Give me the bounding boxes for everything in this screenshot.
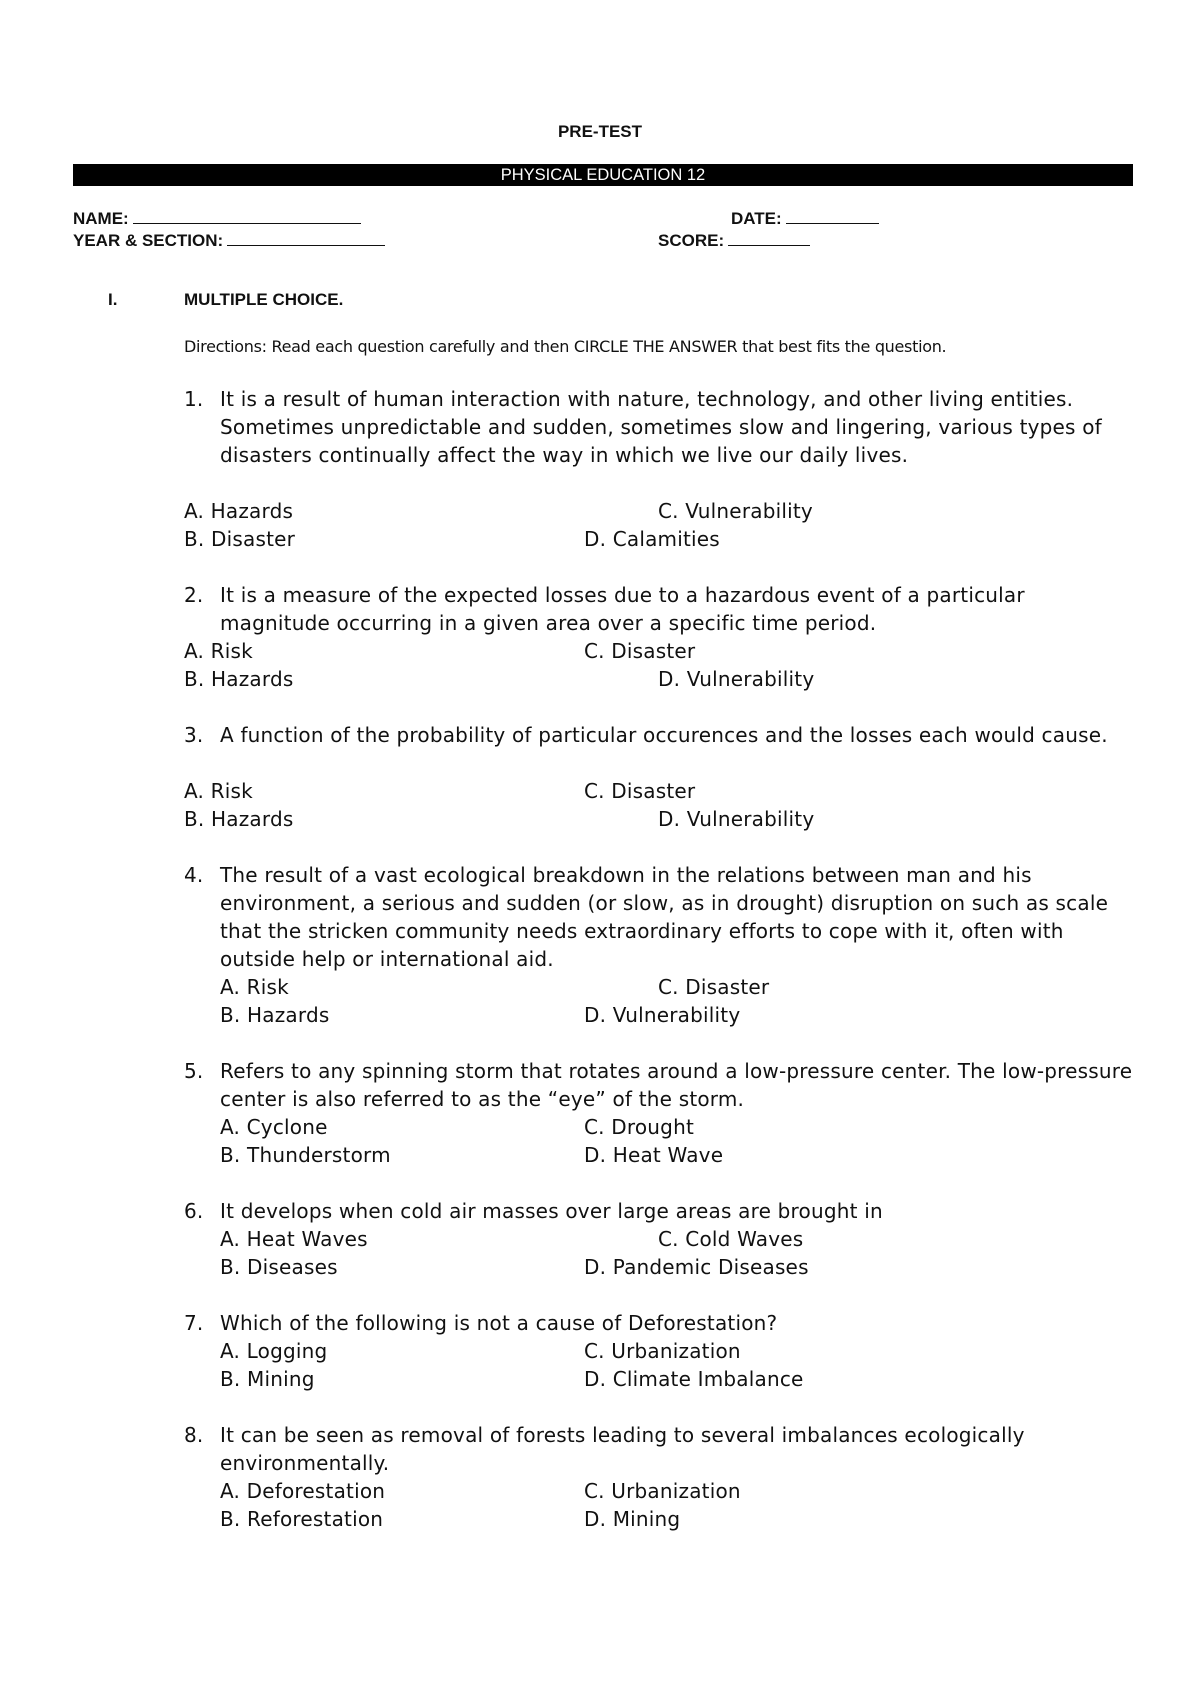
option-d[interactable]: D. Vulnerability <box>658 667 815 691</box>
section-title: MULTIPLE CHOICE. <box>184 290 344 309</box>
option-b[interactable]: B. Thunderstorm <box>220 1143 391 1167</box>
option-a[interactable]: A. Logging <box>220 1339 328 1363</box>
question-number: 3. <box>184 723 204 747</box>
name-field[interactable] <box>73 208 361 229</box>
option-b[interactable]: B. Reforestation <box>220 1507 384 1531</box>
question-text: It develops when cold air masses over large areas are brought in <box>220 1199 883 1223</box>
option-d[interactable]: D. Vulnerability <box>584 1003 741 1027</box>
option-c[interactable]: C. Vulnerability <box>658 499 813 523</box>
name-label: NAME: <box>73 209 129 228</box>
name-blank[interactable] <box>133 208 361 224</box>
option-b[interactable]: B. Disaster <box>184 527 296 551</box>
question-number: 2. <box>184 583 204 607</box>
section-numeral: I. <box>108 290 118 309</box>
option-d[interactable]: D. Mining <box>584 1507 681 1531</box>
question-text: Which of the following is not a cause of Deforestation? <box>220 1311 778 1335</box>
score-blank[interactable] <box>728 230 810 246</box>
question-text: A function of the probability of particular occurences and the losses each would cause. <box>220 723 1108 747</box>
option-a[interactable]: A. Risk <box>184 639 253 663</box>
year-section-blank[interactable] <box>227 230 385 246</box>
question-text: It can be seen as removal of forests leading to several imbalances ecologically environmentally. <box>220 1423 1025 1475</box>
year-section-field[interactable] <box>73 230 385 251</box>
question-text: It is a result of human interaction with nature, technology, and other living entities. Sometimes unpredictable and sudden, sometimes slow and lingering, various types of disasters continually affect the way in which we live our daily lives. <box>220 387 1102 467</box>
option-b[interactable]: B. Mining <box>220 1367 315 1391</box>
option-d[interactable]: D. Climate Imbalance <box>584 1367 804 1391</box>
question-number: 1. <box>184 387 204 411</box>
option-c[interactable]: C. Disaster <box>658 975 770 999</box>
option-b[interactable]: B. Hazards <box>184 807 294 831</box>
option-c[interactable]: C. Disaster <box>584 779 696 803</box>
option-a[interactable]: A. Risk <box>220 975 289 999</box>
option-b[interactable]: B. Hazards <box>220 1003 330 1027</box>
page-title: PRE-TEST <box>557 122 643 141</box>
option-a[interactable]: A. Heat Waves <box>220 1227 368 1251</box>
option-d[interactable]: D. Pandemic Diseases <box>584 1255 809 1279</box>
subject-banner: PHYSICAL EDUCATION 12 <box>73 164 1133 186</box>
date-blank[interactable] <box>786 208 879 224</box>
question-text: The result of a vast ecological breakdown in the relations between man and his environment, a serious and sudden (or slow, as in drought) disruption on such as scale that the stricken community needs extraordinary efforts to cope with it, often with outside help or international aid. <box>220 863 1109 971</box>
date-label: DATE: <box>731 209 782 228</box>
option-c[interactable]: C. Drought <box>584 1115 694 1139</box>
option-c[interactable]: C. Disaster <box>584 639 696 663</box>
option-a[interactable]: A. Risk <box>184 779 253 803</box>
option-a[interactable]: A. Hazards <box>184 499 294 523</box>
question-number: 5. <box>184 1059 204 1083</box>
option-c[interactable]: C. Urbanization <box>584 1479 741 1503</box>
option-c[interactable]: C. Urbanization <box>584 1339 741 1363</box>
option-a[interactable]: A. Cyclone <box>220 1115 328 1139</box>
option-c[interactable]: C. Cold Waves <box>658 1227 804 1251</box>
year-section-label: YEAR & SECTION: <box>73 231 224 250</box>
question-number: 6. <box>184 1199 204 1223</box>
option-a[interactable]: A. Deforestation <box>220 1479 386 1503</box>
option-d[interactable]: D. Heat Wave <box>584 1143 724 1167</box>
option-b[interactable]: B. Hazards <box>184 667 294 691</box>
question-text: Refers to any spinning storm that rotates around a low-pressure center. The low-pressure center is also referred to as the “eye” of the storm. <box>220 1059 1133 1111</box>
date-field[interactable] <box>731 208 879 229</box>
directions-text: Directions: Read each question carefully and then CIRCLE THE ANSWER that best fits the question. <box>184 337 947 356</box>
score-field[interactable] <box>658 230 810 251</box>
score-label: SCORE: <box>658 231 725 250</box>
question-text: It is a measure of the expected losses due to a hazardous event of a particular magnitude occurring in a given area over a specific time period. <box>220 583 1025 635</box>
question-number: 4. <box>184 863 204 887</box>
option-b[interactable]: B. Diseases <box>220 1255 338 1279</box>
option-d[interactable]: D. Vulnerability <box>658 807 815 831</box>
option-d[interactable]: D. Calamities <box>584 527 720 551</box>
question-number: 8. <box>184 1423 204 1447</box>
question-number: 7. <box>184 1311 204 1335</box>
